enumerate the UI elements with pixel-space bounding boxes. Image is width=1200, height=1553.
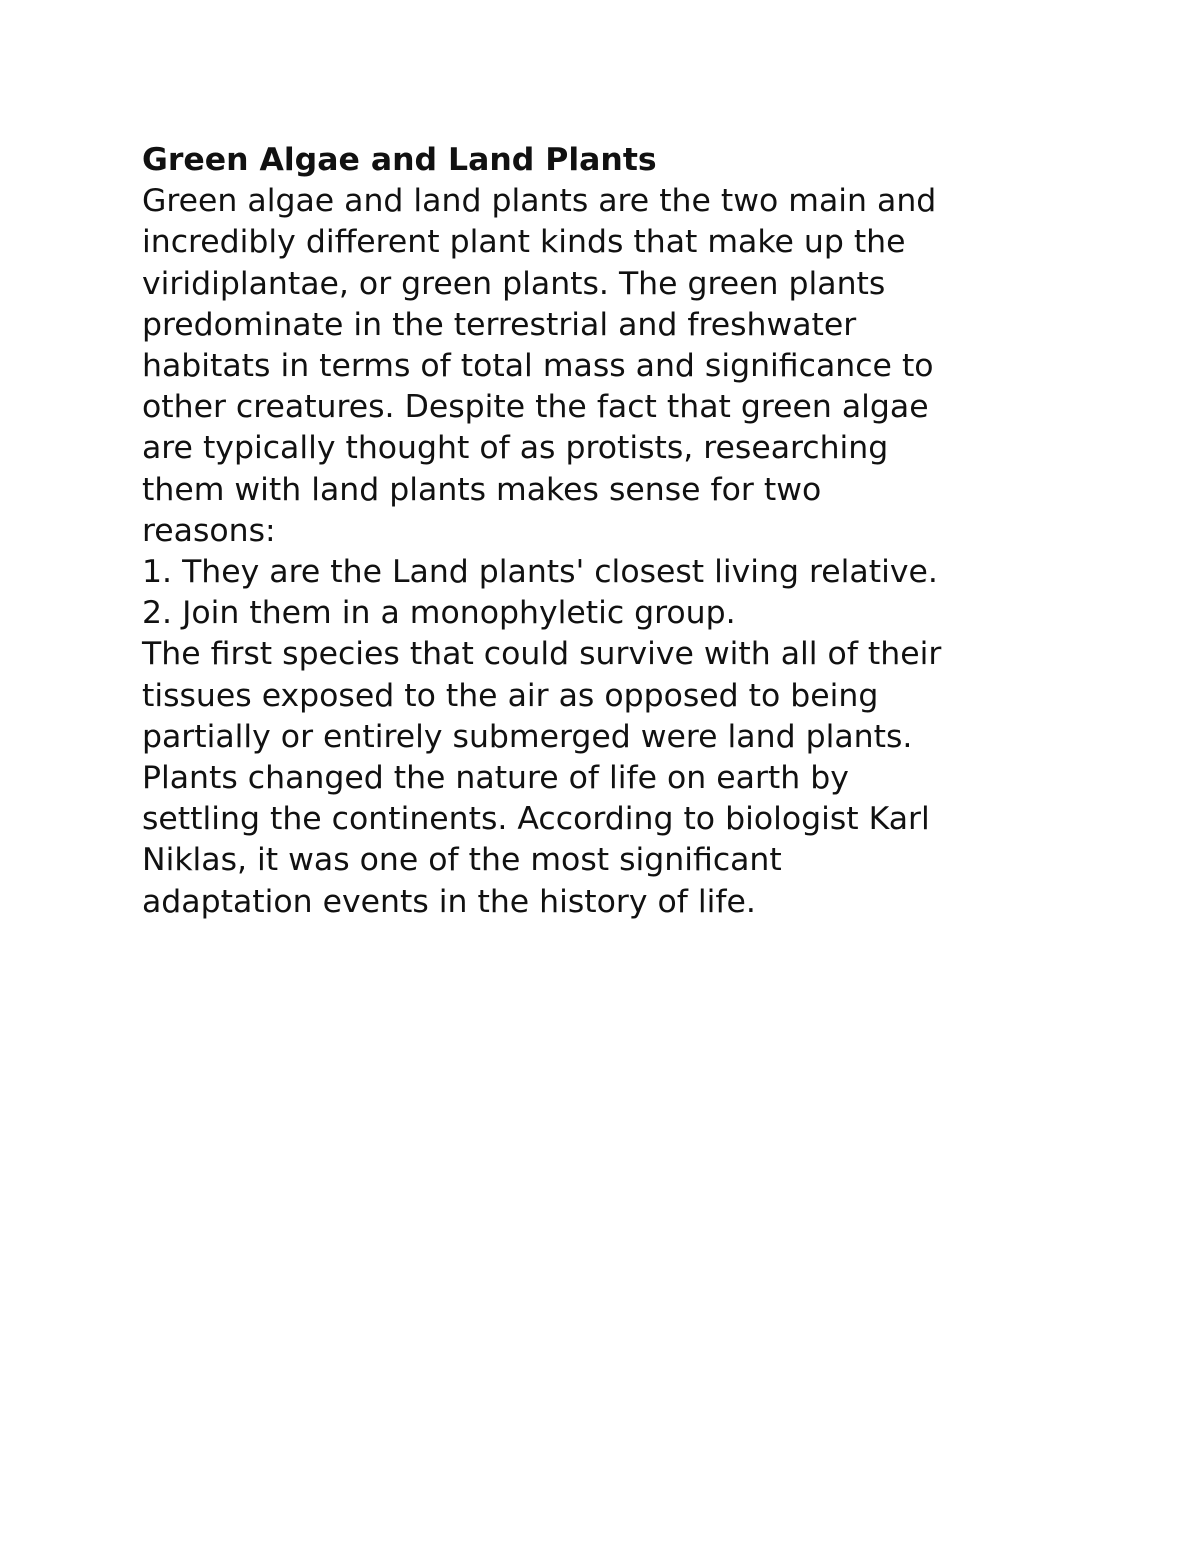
text-line: partially or entirely submerged were land plants. xyxy=(142,718,913,755)
text-line: Plants changed the nature of life on earth by xyxy=(142,760,849,797)
text-line: habitats in terms of total mass and significance to xyxy=(142,348,934,385)
text-line: reasons: xyxy=(142,512,276,549)
document-body xyxy=(142,140,1062,923)
text-line: Green algae and land plants are the two main and xyxy=(142,183,937,220)
text-line: settling the continents. According to biologist Karl xyxy=(142,801,930,838)
text-line: viridiplantae, or green plants. The green plants xyxy=(142,265,886,302)
text-line: them with land plants makes sense for two xyxy=(142,471,822,508)
text-line: other creatures. Despite the fact that green algae xyxy=(142,389,929,426)
text-line: are typically thought of as protists, researching xyxy=(142,430,889,467)
text-line: tissues exposed to the air as opposed to being xyxy=(142,677,879,714)
list-item: 1. They are the Land plants' closest living relative. xyxy=(142,554,938,591)
text-line: adaptation events in the history of life. xyxy=(142,883,756,920)
text-line: Niklas, it was one of the most significant xyxy=(142,842,782,879)
text-line: predominate in the terrestrial and freshwater xyxy=(142,306,857,343)
list-item: 2. Join them in a monophyletic group. xyxy=(142,595,736,632)
text-line: The first species that could survive with all of their xyxy=(142,636,942,673)
text-line: incredibly different plant kinds that make up the xyxy=(142,224,906,261)
document-title: Green Algae and Land Plants xyxy=(142,142,657,178)
